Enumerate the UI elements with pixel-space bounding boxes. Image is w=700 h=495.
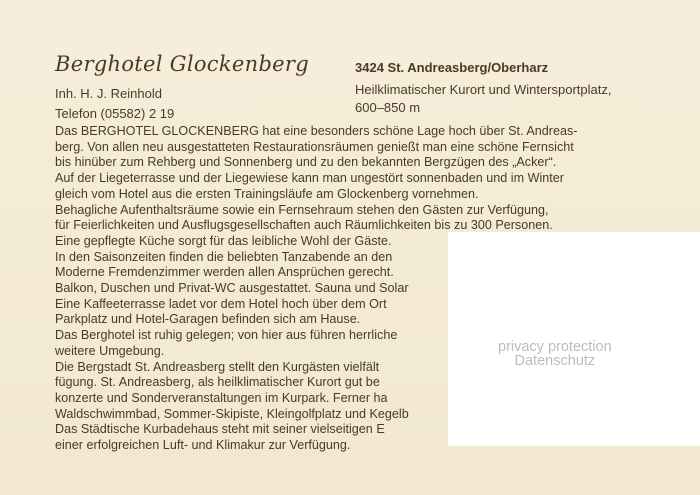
body-line: weitere Umgebung.	[55, 343, 165, 358]
body-line: Behagliche Aufenthaltsräume sowie ein Fernsehraum stehen den Gästen zur Verfügung,	[55, 202, 549, 217]
body-line: Balkon, Duschen und Privat-WC ausgestattet. Sauna und Solar	[55, 281, 409, 296]
body-line: Die Bergstadt St. Andreasberg stellt den Kurgästen vielfält	[55, 359, 380, 374]
body-line: Das Städtische Kurbadehaus steht mit seiner vielseitigen E	[55, 422, 385, 437]
hotel-name-title: Berghotel Glockenberg	[55, 52, 309, 76]
elevation-line: 600–850 m	[355, 100, 421, 115]
body-line: für Feierlichkeiten und Ausflugsgesellschaften auch Räumlichkeiten bis zu 300 Personen.	[55, 218, 553, 233]
watermark-line-2: Datenschutz	[514, 353, 596, 369]
body-line: Waldschwimmbad, Sommer-Skipiste, Kleingolfplatz und Kegelb	[55, 406, 409, 421]
phone-line: Telefon (05582) 2 19	[55, 106, 175, 121]
body-line: konzerte und Sonderveranstaltungen im Kurpark. Ferner ha	[55, 390, 388, 405]
body-line: Auf der Liegeterrasse und der Liegewiese kann man ungestört sonnenbaden und im Winter	[55, 171, 564, 186]
body-line: bis hinüber zum Rehberg und Sonnenberg und zu den bekannten Bergzügen des „Acker“.	[55, 155, 557, 170]
body-line: Eine Kaffeeterrasse ladet vor dem Hotel hoch über dem Ort	[55, 296, 387, 311]
watermark-line-1: privacy protection	[498, 339, 612, 355]
body-line: Moderne Fremdenzimmer werden allen Ansprüchen gerecht.	[55, 265, 394, 280]
subtitle-line: Heilklimatischer Kurort und Wintersportplatz,	[355, 82, 612, 97]
body-line: einer erfolgreichen Luft- und Klimakur zur Verfügung.	[55, 438, 351, 453]
body-line: berg. Von allen neu ausgestatteten Restaurationsräumen genießt man eine schöne Fernsicht	[55, 139, 574, 154]
body-line: fügung. St. Andreasberg, als heilklimatischer Kurort gut be	[55, 375, 380, 390]
address-line: 3424 St. Andreasberg/Oberharz	[355, 60, 549, 75]
body-line: Eine gepflegte Küche sorgt für das leibliche Wohl der Gäste.	[55, 233, 392, 248]
body-line: gleich vom Hotel aus die ersten Trainingsläufe am Glockenberg vornehmen.	[55, 186, 479, 201]
body-line: Parkplatz und Hotel-Garagen befinden sich am Hause.	[55, 312, 361, 327]
body-line: Das Berghotel ist ruhig gelegen; von hier aus führen herrliche	[55, 328, 398, 343]
body-line: Das BERGHOTEL GLOCKENBERG hat eine besonders schöne Lage hoch über St. Andreas-	[55, 124, 578, 138]
privacy-watermark	[498, 340, 612, 368]
body-line: In den Saisonzeiten finden die beliebten Tanzabende an den	[55, 249, 393, 264]
owner-line: Inh. H. J. Reinhold	[55, 86, 162, 101]
